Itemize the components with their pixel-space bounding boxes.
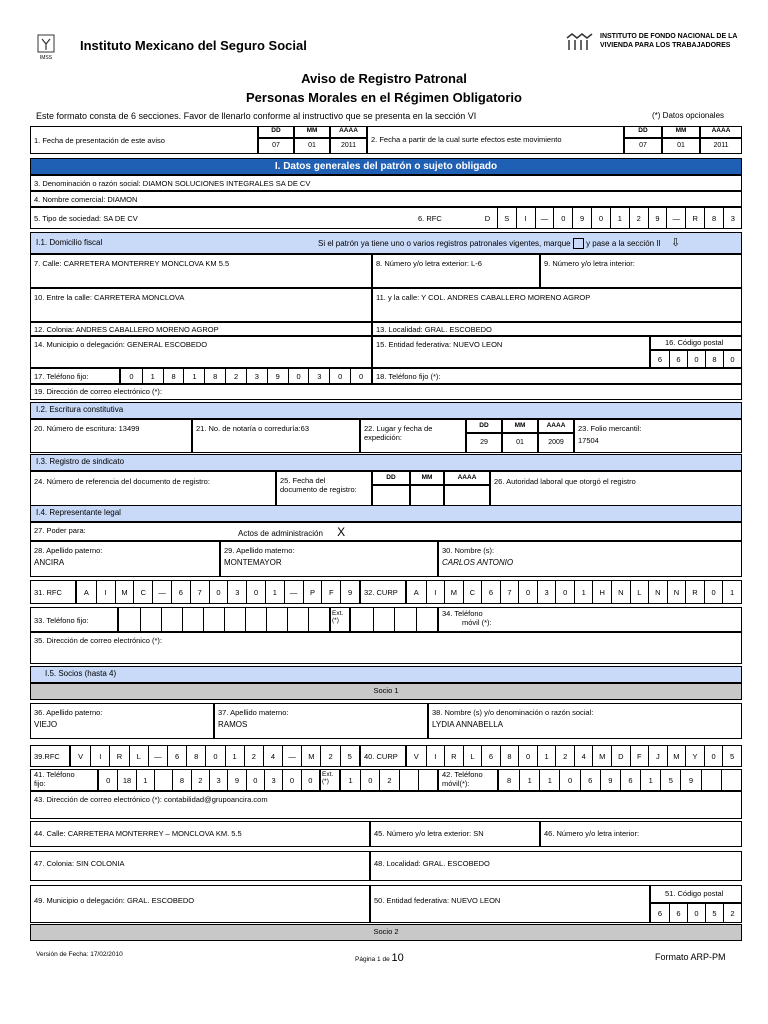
company-cp-box: 8: [705, 351, 723, 367]
f1-aaaa[interactable]: 2011: [330, 138, 367, 154]
socio-curp-box: J: [648, 746, 667, 766]
socio-ext-box: [418, 770, 437, 790]
form-title: Aviso de Registro Patronal: [301, 71, 467, 86]
representative-curp-boxes[interactable]: [406, 580, 742, 604]
field-35[interactable]: 35. Dirección de correo electrónico (*):: [30, 632, 742, 664]
socio-cp-box: 5: [705, 904, 723, 922]
field-29[interactable]: [220, 541, 438, 577]
socio-rfc-box: L: [129, 746, 148, 766]
rep-curp-box: M: [444, 581, 463, 603]
company-cp-box: 6: [669, 351, 687, 367]
socio-curp-box: 0: [704, 746, 723, 766]
company-rfc-box: —: [666, 208, 685, 228]
page-number: [355, 952, 404, 964]
f25-dd-header: DD: [372, 471, 410, 485]
field-34-line1: 34. Teléfono: [442, 609, 483, 618]
socio-2-bar: Socio 2: [30, 924, 742, 941]
rep-rfc-box: 7: [190, 581, 209, 603]
field-33-label: 33. Teléfono fijo:: [30, 607, 118, 632]
company-cp-box: 0: [723, 351, 741, 367]
field-15[interactable]: 15. Entidad federativa: NUEVO LEON: [372, 336, 650, 368]
field-8[interactable]: 8. Número y/o letra exterior: L-6: [372, 254, 540, 288]
field-18[interactable]: 18. Teléfono fijo (*):: [372, 368, 742, 384]
socio-ext-box: 2: [379, 770, 398, 790]
rep-phone-box: [119, 608, 140, 631]
company-rfc-box: R: [685, 208, 704, 228]
field-22-line2: expedición:: [364, 433, 402, 442]
f2-aaaa[interactable]: 2011: [700, 138, 742, 154]
field-13[interactable]: 13. Localidad: GRAL. ESCOBEDO: [372, 322, 742, 336]
rep-curp-box: A: [413, 587, 419, 597]
field-47[interactable]: 47. Colonia: SIN COLONIA: [30, 851, 370, 881]
rep-rfc-box: —: [284, 581, 303, 603]
infonavit-line1: INSTITUTO DE FONDO NACIONAL DE LA: [600, 33, 738, 40]
company-phone-box: 2: [225, 369, 246, 383]
field-49[interactable]: 49. Municipio o delegación: GRAL. ESCOBEDO: [30, 885, 370, 923]
section-1-title: I. Datos generales del patrón o sujeto obligado: [30, 158, 742, 175]
socio-mobile-box: 9: [600, 770, 620, 790]
socio-ext-box: 0: [360, 770, 379, 790]
socio-phone-box: 1: [136, 770, 154, 790]
rep-phone-box: [161, 608, 182, 631]
rep-rfc-box: 3: [227, 581, 246, 603]
imss-logo-icon: [36, 34, 56, 60]
field-36-label: 36. Apellido paterno:: [34, 708, 103, 717]
socio-phone-box: [154, 770, 172, 790]
rep-curp-box: N: [648, 581, 667, 603]
rep-ext-box: [351, 608, 373, 631]
rep-rfc-box: A: [83, 587, 89, 597]
socio-rfc-box: 0: [205, 746, 224, 766]
field-30-label: 30. Nombre (s):: [442, 546, 495, 555]
socio-mobile-box: 1: [519, 770, 539, 790]
socio-mobile-box: 9: [680, 770, 700, 790]
f25-mm-header: MM: [410, 471, 444, 485]
field-30-value: CARLOS ANTONIO: [442, 558, 514, 567]
field-37-label: 37. Apellido materno:: [218, 708, 289, 717]
existing-registry-checkbox[interactable]: [573, 238, 584, 249]
infonavit-logo-icon: [565, 32, 595, 52]
representative-ext-boxes[interactable]: [350, 607, 438, 632]
field-46[interactable]: 46. Número y/o letra interior:: [540, 821, 742, 847]
f25-dd[interactable]: [372, 485, 410, 507]
field-6-label: 6. RFC: [418, 214, 442, 223]
representative-rfc-boxes[interactable]: [76, 580, 360, 604]
socio-curp-boxes[interactable]: [406, 745, 742, 767]
socio-mobile-box: 5: [660, 770, 680, 790]
rep-curp-box: L: [630, 581, 649, 603]
f22-aaaa[interactable]: 2009: [538, 433, 574, 453]
rep-curp-box: 0: [518, 581, 537, 603]
page-total: 10: [391, 952, 404, 964]
rep-phone-box: [308, 608, 329, 631]
field-19[interactable]: 19. Dirección de correo electrónico (*):: [30, 384, 742, 400]
rep-phone-box: [224, 608, 245, 631]
rep-ext-box: [394, 608, 416, 631]
socio-curp-box: R: [444, 746, 463, 766]
socio-mobile-box: 6: [620, 770, 640, 790]
field-38-label: 38. Nombre (s) y/o denominación o razón social:: [432, 708, 594, 717]
field-34-line2: móvil (*):: [462, 618, 492, 627]
socio-mobile-box: 8: [506, 775, 512, 785]
field-43[interactable]: 43. Dirección de correo electrónico (*): contabilidad@grupoancira.com: [30, 791, 742, 819]
optional-note: (*) Datos opcionales: [652, 111, 725, 120]
company-phone-box: 1: [183, 369, 204, 383]
company-rfc-boxes[interactable]: [478, 208, 742, 228]
rep-curp-box: N: [667, 581, 686, 603]
field-9[interactable]: 9. Número y/o letra interior:: [540, 254, 742, 288]
rep-rfc-box: F: [321, 581, 340, 603]
socio-mobile-boxes[interactable]: [498, 769, 742, 791]
field-42-label: [438, 769, 498, 791]
socio-mobile-box: 1: [640, 770, 660, 790]
socio-phone-box: 8: [172, 770, 190, 790]
socio-rfc-boxes[interactable]: [70, 745, 360, 767]
field-40-label: 40. CURP: [360, 745, 406, 767]
company-rfc-box: 2: [629, 208, 648, 228]
socio-curp-box: 5: [722, 746, 741, 766]
rep-curp-box: N: [611, 581, 630, 603]
socio-phone-box: 0: [106, 775, 111, 785]
company-phone-box: 3: [308, 369, 329, 383]
f22-mm[interactable]: 01: [502, 433, 538, 453]
f22-dd[interactable]: 29: [466, 433, 502, 453]
field-28[interactable]: [30, 541, 220, 577]
socio-ext-label: Ext. (*): [320, 769, 340, 791]
form-subtitle: Personas Morales en el Régimen Obligatorio: [246, 90, 522, 105]
field-7[interactable]: 7. Calle: CARRETERA MONTERREY MONCLOVA KM 5.5: [30, 254, 372, 288]
f25-aaaa[interactable]: [444, 485, 490, 507]
field-50[interactable]: 50. Entidad federativa: NUEVO LEON: [370, 885, 650, 923]
rep-curp-box: 1: [574, 581, 593, 603]
socio-ext-box: [399, 770, 418, 790]
f25-aaaa-header: AAAA: [444, 471, 490, 485]
socio-rfc-box: 8: [186, 746, 205, 766]
org-name: Instituto Mexicano del Seguro Social: [80, 38, 307, 53]
socio-phone-box: 18: [117, 770, 135, 790]
field-11[interactable]: 11. y la calle: Y COL. ANDRES CABALLERO MORENO AGROP: [372, 288, 742, 322]
field-25-line2: documento de registro:: [280, 485, 357, 494]
field-31-label: 31. RFC: [30, 580, 76, 604]
section-1-5-title: I.5. Socios (hasta 4): [30, 666, 742, 683]
socio-rfc-box: 6: [167, 746, 186, 766]
version-date: Versión de Fecha: 17/02/2010: [36, 951, 123, 958]
rep-curp-box: 0: [555, 581, 574, 603]
f1-mm-header: MM: [294, 126, 330, 138]
company-rfc-box: I: [516, 208, 535, 228]
company-cp-box: 0: [687, 351, 705, 367]
field-29-label: 29. Apellido materno:: [224, 546, 295, 555]
f2-aaaa-header: AAAA: [700, 126, 742, 138]
field-37[interactable]: [214, 703, 428, 739]
rep-rfc-box: —: [152, 581, 171, 603]
rep-phone-box: [140, 608, 161, 631]
section-1-1-label: I.1. Domicilio fiscal: [36, 238, 103, 247]
field-1-label: 1. Fecha de presentación de este aviso: [30, 126, 258, 154]
field-22-label: [360, 419, 466, 453]
company-rfc-box: 3: [723, 208, 742, 228]
field-16-label: 16. Código postal: [650, 336, 742, 350]
company-phone-box: 1: [142, 369, 163, 383]
field-23[interactable]: [574, 419, 742, 453]
field-41-label: [30, 769, 98, 791]
socio-rfc-box: I: [90, 746, 109, 766]
field-4[interactable]: 4. Nombre comercial: DIAMON: [30, 191, 742, 207]
socio-rfc-box: 4: [263, 746, 282, 766]
company-rfc-box: S: [497, 208, 516, 228]
registration-form: [30, 121, 742, 943]
socio-curp-box: F: [630, 746, 649, 766]
rep-rfc-box: I: [96, 581, 115, 603]
socio-curp-box: 8: [500, 746, 519, 766]
f1-aaaa-header: AAAA: [330, 126, 367, 138]
socio-postal-code-boxes[interactable]: [650, 903, 742, 923]
socio-phone-box: 0: [301, 770, 319, 790]
socio-curp-box: D: [611, 746, 630, 766]
socio-curp-box: 0: [518, 746, 537, 766]
rep-rfc-box: 1: [265, 581, 284, 603]
socio-curp-box: Y: [685, 746, 704, 766]
field-34[interactable]: [438, 607, 742, 632]
existing-registry-text-after: y pase a la sección II: [586, 239, 661, 248]
section-1-2-title: I.2. Escritura constitutiva: [30, 402, 742, 419]
rep-rfc-box: 6: [171, 581, 190, 603]
field-36[interactable]: [30, 703, 214, 739]
f2-dd[interactable]: 07: [624, 138, 662, 154]
company-rfc-box: 9: [648, 208, 667, 228]
socio-rfc-box: 2: [244, 746, 263, 766]
socio-curp-box: M: [592, 746, 611, 766]
socio-rfc-box: 5: [340, 746, 359, 766]
rep-curp-box: 6: [481, 581, 500, 603]
company-rfc-box: D: [484, 213, 491, 223]
socio-mobile-box: 1: [539, 770, 559, 790]
company-phone-boxes[interactable]: [120, 368, 372, 384]
existing-registry-text: Si el patrón ya tiene uno o varios registros patronales vigentes, marque: [318, 239, 571, 248]
socio-curp-box: V: [413, 751, 419, 761]
f1-dd-header: DD: [258, 126, 294, 138]
socio-rfc-box: —: [282, 746, 301, 766]
rep-rfc-box: P: [303, 581, 322, 603]
field-36-value: VIEJO: [34, 720, 58, 729]
company-rfc-box: 0: [553, 208, 572, 228]
socio-curp-box: L: [463, 746, 482, 766]
format-code: Formato ARP-PM: [655, 952, 726, 962]
socio-cp-box: 0: [687, 904, 705, 922]
field-27: 27. Poder para:: [30, 522, 742, 541]
rep-phone-box: [182, 608, 203, 631]
rep-curp-box: R: [685, 581, 704, 603]
company-postal-code-boxes[interactable]: [650, 350, 742, 368]
actos-administracion-label: Actos de administración: [238, 529, 323, 538]
f22-dd-header: DD: [466, 419, 502, 433]
field-37-value: RAMOS: [218, 720, 248, 729]
field-39-label: 39.RFC: [30, 745, 70, 767]
field-23-label: 23. Folio mercantil:: [578, 424, 642, 433]
socio-phone-box: 3: [264, 770, 282, 790]
socio-curp-box: 2: [555, 746, 574, 766]
field-29-value: MONTEMAYOR: [224, 558, 282, 567]
rep-curp-box: H: [592, 581, 611, 603]
rep-rfc-box: M: [115, 581, 134, 603]
field-51-label: 51. Código postal: [650, 885, 742, 903]
field-32-label: 32. CURP: [360, 580, 406, 604]
socio-curp-box: 6: [481, 746, 500, 766]
socio-cp-box: 6: [669, 904, 687, 922]
field-14[interactable]: 14. Municipio o delegación: GENERAL ESCOBEDO: [30, 336, 372, 368]
field-28-label: 28. Apellido paterno:: [34, 546, 103, 555]
existing-registry-note: [318, 236, 680, 249]
socio-cp-box: 6: [657, 908, 663, 918]
f2-mm-header: MM: [662, 126, 700, 138]
rep-ext-box: [416, 608, 438, 631]
infonavit-line2: VIVIENDA PARA LOS TRABAJADORES: [600, 42, 731, 49]
intro-text: Este formato consta de 6 secciones. Favor de llenarlo conforme al instructivo que se presenta en la sección VI: [36, 111, 477, 121]
field-26[interactable]: 26. Autoridad laboral que otorgó el registro: [490, 471, 742, 507]
imss-logo-text: IMSS: [39, 55, 53, 60]
actos-administracion: [238, 525, 345, 539]
f1-mm[interactable]: 01: [294, 138, 330, 154]
f1-dd[interactable]: 07: [258, 138, 294, 154]
field-28-value: ANCIRA: [34, 558, 65, 567]
field-38-value: LYDIA ANNABELLA: [432, 720, 503, 729]
field-25-label: [276, 471, 372, 507]
rep-curp-box: 3: [537, 581, 556, 603]
field-2-label: 2. Fecha a partir de la cual surte efectos este movimiento: [367, 126, 624, 154]
actos-administracion-mark[interactable]: X: [337, 525, 346, 539]
socio-mobile-box: 6: [580, 770, 600, 790]
socio-ext-boxes[interactable]: [340, 769, 438, 791]
field-41-line1: 41. Teléfono: [34, 770, 75, 779]
rep-curp-box: 7: [500, 581, 519, 603]
rep-phone-box: [287, 608, 308, 631]
socio-rfc-box: M: [301, 746, 320, 766]
f25-mm[interactable]: [410, 485, 444, 507]
company-phone-box: 3: [246, 369, 267, 383]
field-30[interactable]: [438, 541, 742, 577]
rep-curp-box: 1: [722, 581, 741, 603]
rep-rfc-box: 0: [209, 581, 228, 603]
section-1-4-title: I.4. Representante legal: [30, 505, 742, 522]
company-phone-box: 9: [267, 369, 288, 383]
socio-curp-box: 1: [537, 746, 556, 766]
company-phone-box: 8: [204, 369, 225, 383]
socio-curp-box: M: [667, 746, 686, 766]
socio-phone-box: 0: [282, 770, 300, 790]
company-phone-box: 0: [350, 369, 371, 383]
field-21[interactable]: 21. No. de notaría o correduría:63: [192, 419, 360, 453]
rep-ext-box: [373, 608, 395, 631]
socio-phone-box: 2: [191, 770, 209, 790]
socio-phone-box: 3: [209, 770, 227, 790]
rep-phone-box: [203, 608, 224, 631]
f22-mm-header: MM: [502, 419, 538, 433]
socio-phone-boxes[interactable]: [98, 769, 320, 791]
field-20[interactable]: 20. Número de escritura: 13499: [30, 419, 192, 453]
field-23-value: 17504: [578, 436, 599, 445]
rep-curp-box: I: [426, 581, 445, 603]
f2-mm[interactable]: 01: [662, 138, 700, 154]
field-25-line1: 25. Fecha del: [280, 476, 326, 485]
field-10[interactable]: 10. Entre la calle: CARRETERA MONCLOVA: [30, 288, 372, 322]
rep-phone-box: [245, 608, 266, 631]
rep-ext-label: Ext. (*): [330, 607, 350, 632]
company-phone-box: 0: [129, 371, 134, 381]
company-phone-box: 0: [329, 369, 350, 383]
page-prefix: Página 1 de: [355, 956, 390, 963]
field-12[interactable]: 12. Colonia: ANDRES CABALLERO MORENO AGROP: [30, 322, 372, 336]
socio-mobile-box: 0: [559, 770, 579, 790]
field-3[interactable]: 3. Denominación o razón social: DIAMON SOLUCIONES INTEGRALES SA DE CV: [30, 175, 742, 191]
socio-rfc-box: V: [78, 751, 84, 761]
field-42-line1: 42. Teléfono: [442, 770, 483, 779]
field-45[interactable]: 45. Número y/o letra exterior: SN: [370, 821, 540, 847]
section-1-3-title: I.3. Registro de sindicato: [30, 454, 742, 471]
field-22-line1: 22. Lugar y fecha de: [364, 424, 433, 433]
field-17-label: 17. Teléfono fijo:: [30, 368, 120, 384]
socio-curp-box: 4: [574, 746, 593, 766]
page-header: [0, 0, 768, 70]
socio-1-bar: Socio 1: [30, 683, 742, 700]
socio-rfc-box: R: [109, 746, 128, 766]
company-rfc-box: —: [535, 208, 554, 228]
socio-mobile-box: [701, 770, 721, 790]
socio-phone-box: 0: [246, 770, 264, 790]
infonavit-name: [600, 32, 750, 50]
company-rfc-box: 9: [572, 208, 591, 228]
rep-phone-box: [266, 608, 287, 631]
field-48[interactable]: 48. Localidad: GRAL. ESCOBEDO: [370, 851, 742, 881]
company-phone-box: 8: [163, 369, 184, 383]
socio-rfc-box: 2: [320, 746, 339, 766]
rep-curp-box: 0: [704, 581, 723, 603]
socio-rfc-box: 1: [225, 746, 244, 766]
company-rfc-box: 1: [610, 208, 629, 228]
company-cp-box: 6: [657, 354, 663, 364]
field-5[interactable]: 5. Tipo de sociedad: SA DE CV: [30, 207, 742, 229]
rep-rfc-box: 9: [340, 581, 359, 603]
arrow-down-icon: ⇩: [671, 237, 681, 249]
field-41-line2: fijo:: [34, 779, 46, 788]
socio-curp-box: I: [426, 746, 445, 766]
f2-dd-header: DD: [624, 126, 662, 138]
f22-aaaa-header: AAAA: [538, 419, 574, 433]
socio-cp-box: 2: [723, 904, 741, 922]
rep-rfc-box: 0: [246, 581, 265, 603]
company-rfc-box: 8: [704, 208, 723, 228]
socio-phone-box: 9: [227, 770, 245, 790]
rep-curp-box: C: [463, 581, 482, 603]
socio-ext-box: 1: [348, 775, 353, 785]
company-rfc-box: 0: [591, 208, 610, 228]
company-phone-box: 0: [288, 369, 309, 383]
field-42-line2: móvil(*):: [442, 779, 470, 788]
field-24[interactable]: 24. Número de referencia del documento de registro:: [30, 471, 276, 507]
field-38[interactable]: [428, 703, 742, 739]
representative-phone-boxes[interactable]: [118, 607, 330, 632]
socio-rfc-box: —: [148, 746, 167, 766]
socio-mobile-box: [721, 770, 741, 790]
field-44[interactable]: 44. Calle: CARRETERA MONTERREY – MONCLOVA KM. 5.5: [30, 821, 370, 847]
rep-rfc-box: C: [133, 581, 152, 603]
